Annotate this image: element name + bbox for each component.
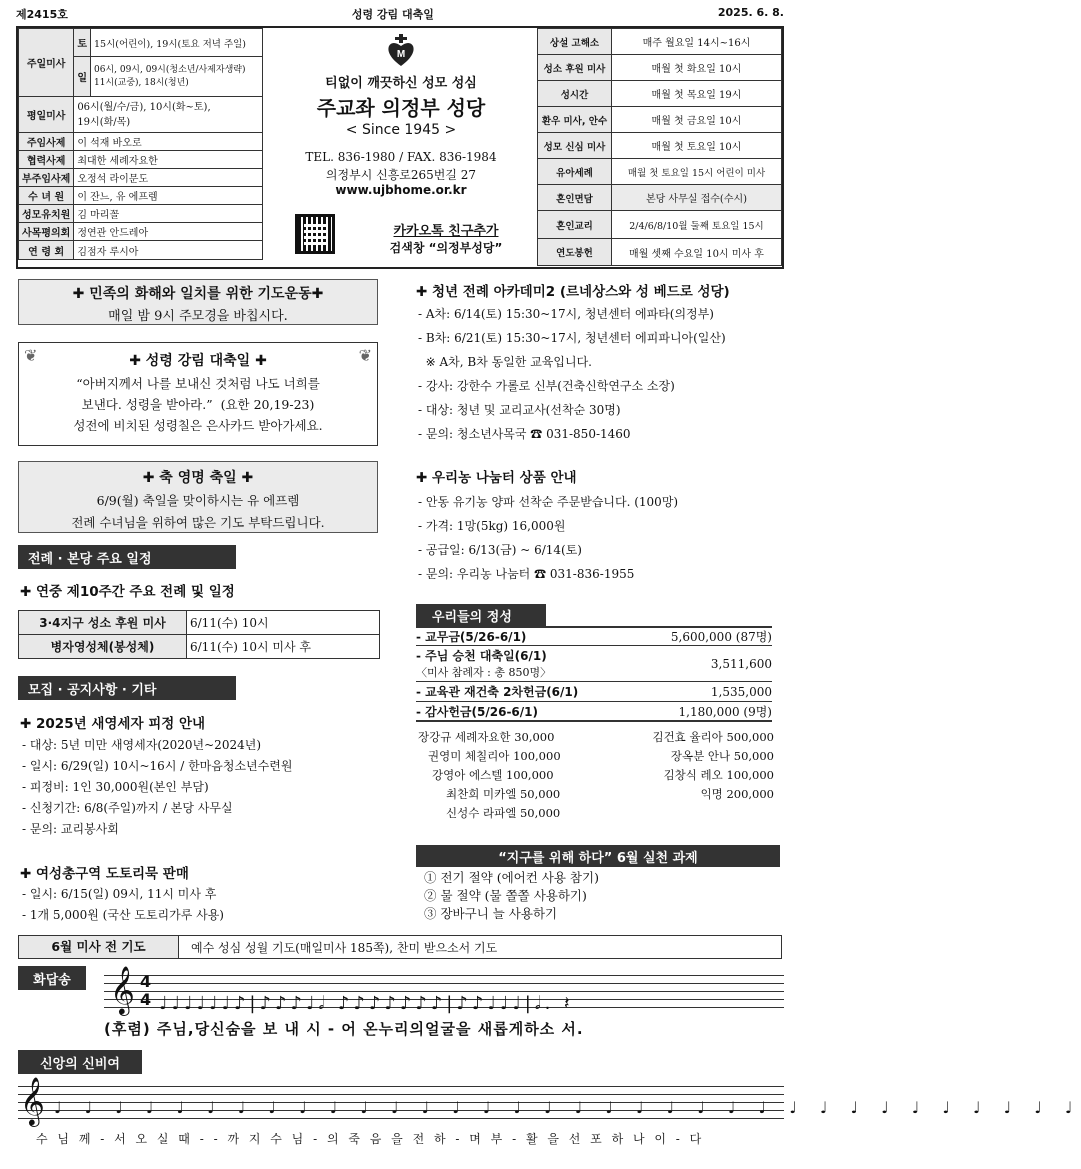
weekday-label: 평일미사 <box>19 97 74 133</box>
pre-mass-prayer-row <box>18 935 782 959</box>
offering-label: - 주님 승천 대축일(6/1) <box>416 649 547 663</box>
prayer-title: ✚ 민족의 화해와 일치를 위한 기도운동✚ <box>72 286 324 302</box>
header-box <box>16 26 784 269</box>
schedule-label: 성소 후원 미사 <box>538 55 612 81</box>
sun-times-2: 11시(교중), 18시(청년) <box>93 77 189 88</box>
baptism-line: - 대상: 5년 미만 새영세자(2020년~2024년) <box>22 738 261 752</box>
notice-banner: 모집 · 공지사항 · 기타 <box>18 676 236 700</box>
church-name: 주교좌 의정부 성당 <box>316 96 486 120</box>
bulletin-date: 2025. 6. 8. <box>717 6 784 19</box>
feast-title: ✚ 축 영명 축일 ✚ <box>142 470 254 486</box>
offering-amount: 3,511,600 <box>710 656 772 671</box>
youth-line: - 대상: 청년 및 교리교사(선착순 30명) <box>418 403 621 417</box>
earth-banner: “지구를 위해 하다” 6월 실천 과제 <box>416 845 780 867</box>
donor: 김건효 율리아 500,000 <box>652 730 774 744</box>
liturgy-heading: ✚ 연중 제10주간 주요 전례 및 일정 <box>20 584 235 600</box>
church-info <box>265 28 537 267</box>
farm-list <box>418 490 678 586</box>
youth-line: ※ A차, B차 동일한 교육입니다. <box>418 355 592 369</box>
pentecost-card-note: 성전에 비치된 성령칠은 은사카드 받아가세요. <box>73 418 323 433</box>
schedule-value: 매월 첫 금요일 10시 <box>612 107 782 133</box>
donor: 최찬희 미카엘 50,000 <box>446 787 561 801</box>
liturgy-time: 6/11(수) 10시 미사 후 <box>187 635 380 659</box>
staff-role: 사목평의회 <box>19 223 74 241</box>
left-schedule-table <box>18 28 263 260</box>
donor: 장강규 세례자요한 30,000 <box>418 730 555 744</box>
donor: 강영아 에스텔 100,000 <box>432 768 554 782</box>
farm-heading: ✚ 우리농 나눔터 상품 안내 <box>416 470 577 486</box>
donor-list <box>418 728 774 823</box>
schedule-label: 유아세례 <box>538 159 612 185</box>
issue-number: 제2415호 <box>16 8 68 21</box>
schedule-label: 성시간 <box>538 81 612 107</box>
donor: 장옥분 안나 50,000 <box>670 749 774 763</box>
pre-mass-text: 예수 성심 성월 기도(매일미사 185쪽), 찬미 받으소서 기도 <box>191 940 498 955</box>
time-signature-icon: 4 4 <box>140 972 152 1009</box>
liturgy-table <box>18 610 380 659</box>
treble-clef-icon: 𝄞 <box>20 1076 45 1125</box>
feast-line-2: 전례 수녀님을 위하여 많은 기도 부탁드립니다. <box>71 515 325 530</box>
earth-list <box>424 869 599 923</box>
church-tel: TEL. 836-1980 / FAX. 836-1984 <box>305 150 497 164</box>
baptism-line: - 일시: 6/29(일) 10시~16시 / 한마음청소년수련원 <box>22 759 293 773</box>
prayer-text: 매일 밤 9시 주모경을 바칩시다. <box>108 309 288 324</box>
pentecost-title: ✚ 성령 강림 대축일 ✚ <box>129 353 267 369</box>
sat-label: 토 <box>74 29 91 57</box>
weekday-times-2: 19시(화/목) <box>77 116 131 128</box>
staff-name: 김점자 루시아 <box>74 241 263 260</box>
staff-name: 오정석 라이문도 <box>74 169 263 187</box>
pentecost-reference: (요한 20,19-23) <box>220 397 315 412</box>
staff-name: 이 잔느, 유 에프렘 <box>74 187 263 205</box>
acorn-heading: ✚ 여성총구역 도토리묵 판매 <box>20 866 189 882</box>
right-schedule-table <box>537 28 782 266</box>
schedule-value: 매월 첫 토요일 10시 <box>612 133 782 159</box>
liturgy-event: 병자영성체(봉성체) <box>19 635 187 659</box>
staff-role: 협력사제 <box>19 151 74 169</box>
mystery-lyric: 수 님 께 - 서 오 실 때 - - 까 지 수 님 - 의 죽 음 을 전 하 - 며 부 - 활 을 선 포 하 나 이 - 다 <box>36 1132 705 1146</box>
baptism-heading: ✚ 2025년 새영세자 피정 안내 <box>20 716 206 732</box>
schedule-value: 매월 첫 토요일 15시 어린이 미사 <box>612 159 782 185</box>
liturgy-event: 3·4지구 성소 후원 미사 <box>19 611 187 635</box>
notes-icon: ♩♩♩♩♩♩♪|♪♪♪♩𝅗𝅥 ♪♪♪♪♪♪♪|♪♪♩♩♩|𝅗𝅥. 𝄽 <box>159 993 574 1014</box>
offering-label: - 감사헌금(5/26-6/1) <box>416 704 538 719</box>
pentecost-quote-2: 보낸다. 성령을 받아라.” <box>81 397 213 412</box>
schedule-label: 혼인교리 <box>538 211 612 239</box>
offering-sub: 〈미사 참례자 : 총 850명〉 <box>416 666 552 679</box>
prayer-movement-box <box>18 279 378 325</box>
offerings-banner: 우리들의 정성 <box>416 604 546 626</box>
church-website[interactable]: www.ujbhome.or.kr <box>335 183 467 197</box>
offering-label: - 교육관 재건축 2차헌금(6/1) <box>416 685 579 699</box>
staff-name: 최대한 세례자요한 <box>74 151 263 169</box>
church-since: < Since 1945 > <box>345 122 457 138</box>
weekday-times-1: 06시(월/수/금), 10시(화~토), <box>77 101 211 113</box>
youth-heading: ✚ 청년 전례 아카데미2 (르네상스와 성 베드로 성당) <box>416 284 730 300</box>
farm-line: - 가격: 1망(5kg) 16,000원 <box>418 519 566 533</box>
staff-role: 주임사제 <box>19 133 74 151</box>
farm-line: - 공급일: 6/13(금) ~ 6/14(토) <box>418 543 582 557</box>
staff-role: 연 령 회 <box>19 241 74 260</box>
sun-times-1: 06시, 09시, 09시(청소년/사제자생략) <box>93 64 246 75</box>
response-staff <box>104 965 784 1014</box>
response-label: 화답송 <box>18 966 86 990</box>
schedule-value: 2/4/6/8/10월 둘째 토요일 15시 <box>612 211 782 239</box>
schedule-value: 매월 첫 화요일 10시 <box>612 55 782 81</box>
pre-mass-label: 6월 미사 전 기도 <box>19 936 179 958</box>
schedule-label: 성모 신심 미사 <box>538 133 612 159</box>
schedule-value: 본당 사무실 접수(수시) <box>612 185 782 211</box>
church-logo-icon <box>386 34 416 68</box>
acorn-line: - 일시: 6/15(일) 09시, 11시 미사 후 <box>22 887 217 901</box>
offering-amount: 1,535,000 <box>710 684 772 699</box>
schedule-label: 환우 미사, 안수 <box>538 107 612 133</box>
response-lyric: (후렴) 주님,당신숨을 보 내 시 - 어 온누리의얼굴을 새롭게하소 서. <box>104 1020 584 1038</box>
treble-clef-icon: 𝄞 <box>110 965 135 1014</box>
pentecost-quote-1: “아버지께서 나를 보내신 것처럼 나도 너희를 <box>76 376 320 391</box>
offering-label: - 교무금(5/26-6/1) <box>416 630 527 644</box>
farm-line: - 문의: 우리농 나눔터 ☎ 031-836-1955 <box>418 567 635 581</box>
acorn-list <box>22 884 224 926</box>
ornament-left-icon: ❦ <box>24 346 38 365</box>
church-motto: 티없이 깨끗하신 성모 성심 <box>325 76 477 91</box>
sun-label: 일 <box>74 57 91 97</box>
bulletin-title: 성령 강림 대축일 <box>351 8 434 21</box>
schedule-value: 매주 월요일 14시~16시 <box>612 29 782 55</box>
staff-role: 성모유치원 <box>19 205 74 223</box>
youth-list <box>418 302 726 446</box>
staff-role: 수 녀 원 <box>19 187 74 205</box>
staff-name: 김 마리꼴 <box>74 205 263 223</box>
youth-line: - B차: 6/21(토) 15:30~17시, 청년센터 에피파니아(일산) <box>418 331 726 345</box>
notes-icon: ♩ ♩ ♩ ♩ ♩ ♩ ♩ ♩ ♩ ♩ ♩ ♩ ♩ ♩ ♩ ♩ ♩ ♩ ♩ ♩ ♩ ♩ ♩ ♩ ♩ ♩ ♩ ♩ ♩ ♩ ♩ ♩ ♩ ♩ <box>54 1098 1081 1117</box>
donor: 신성수 라파엘 50,000 <box>446 806 561 820</box>
sunday-mass-label: 주일미사 <box>19 29 74 97</box>
mystery-label: 신앙의 신비여 <box>18 1050 142 1074</box>
ornament-right-icon: ❦ <box>358 346 372 365</box>
offering-amount: 5,600,000 (87명) <box>670 630 772 644</box>
youth-line: - 문의: 청소년사목국 ☎ 031-850-1460 <box>418 427 631 441</box>
staff-name: 정연관 안드레아 <box>74 223 263 241</box>
earth-item: ③ 장바구니 늘 사용하기 <box>424 906 558 921</box>
schedule-label: 혼인면담 <box>538 185 612 211</box>
qr-code-icon[interactable] <box>295 214 335 254</box>
offering-amount: 1,180,000 (9명) <box>678 704 772 719</box>
baptism-line: - 문의: 교리봉사회 <box>22 822 119 836</box>
schedule-value: 매월 셋째 수요일 10시 미사 후 <box>612 239 782 266</box>
donor: 김창식 레오 100,000 <box>663 768 774 782</box>
earth-item: ② 물 절약 (물 쫄쫄 사용하기) <box>424 888 587 903</box>
youth-line: - 강사: 강한수 가롤로 신부(건축신학연구소 소장) <box>418 379 675 393</box>
top-bar <box>16 6 784 24</box>
baptism-line: - 신청기간: 6/8(주일)까지 / 본당 사무실 <box>22 801 233 815</box>
earth-item: ① 전기 절약 (에어컨 사용 참기) <box>424 870 599 885</box>
feast-box <box>18 461 378 533</box>
staff-role: 부주임사제 <box>19 169 74 187</box>
farm-line: - 안동 유기농 양파 선착순 주문받습니다. (100망) <box>418 495 679 509</box>
acorn-line: - 1개 5,000원 (국산 도토리가루 사용) <box>22 908 224 922</box>
logo-letter: M <box>396 49 406 60</box>
schedule-label: 상설 고해소 <box>538 29 612 55</box>
youth-line: - A차: 6/14(토) 15:30~17시, 청년센터 에파타(의정부) <box>418 307 714 321</box>
sat-times: 15시(어린이), 19시(토요 저녁 주일) <box>90 29 262 57</box>
schedule-label: 연도봉헌 <box>538 239 612 266</box>
liturgy-time: 6/11(수) 10시 <box>187 611 380 635</box>
mystery-staff <box>18 1076 1081 1125</box>
baptism-line: - 피정비: 1인 30,000원(본인 부담) <box>22 780 209 794</box>
donor: 익명 200,000 <box>700 787 774 801</box>
church-address: 의정부시 신흥로265번길 27 <box>325 168 477 182</box>
staff-name: 이 석재 바오로 <box>74 133 263 151</box>
feast-line-1: 6/9(월) 축일을 맞이하시는 유 에프렘 <box>96 493 300 508</box>
liturgy-banner: 전례 · 본당 주요 일정 <box>18 545 236 569</box>
schedule-value: 매월 첫 목요일 19시 <box>612 81 782 107</box>
kakao-search: 검색창 “의정부성당” <box>389 241 503 255</box>
donor: 권영미 체칠리아 100,000 <box>428 749 561 763</box>
offerings-table <box>416 626 772 722</box>
kakao-add[interactable]: 카카오톡 친구추가 <box>393 224 499 239</box>
baptism-list <box>22 735 292 840</box>
pentecost-box <box>18 342 378 446</box>
